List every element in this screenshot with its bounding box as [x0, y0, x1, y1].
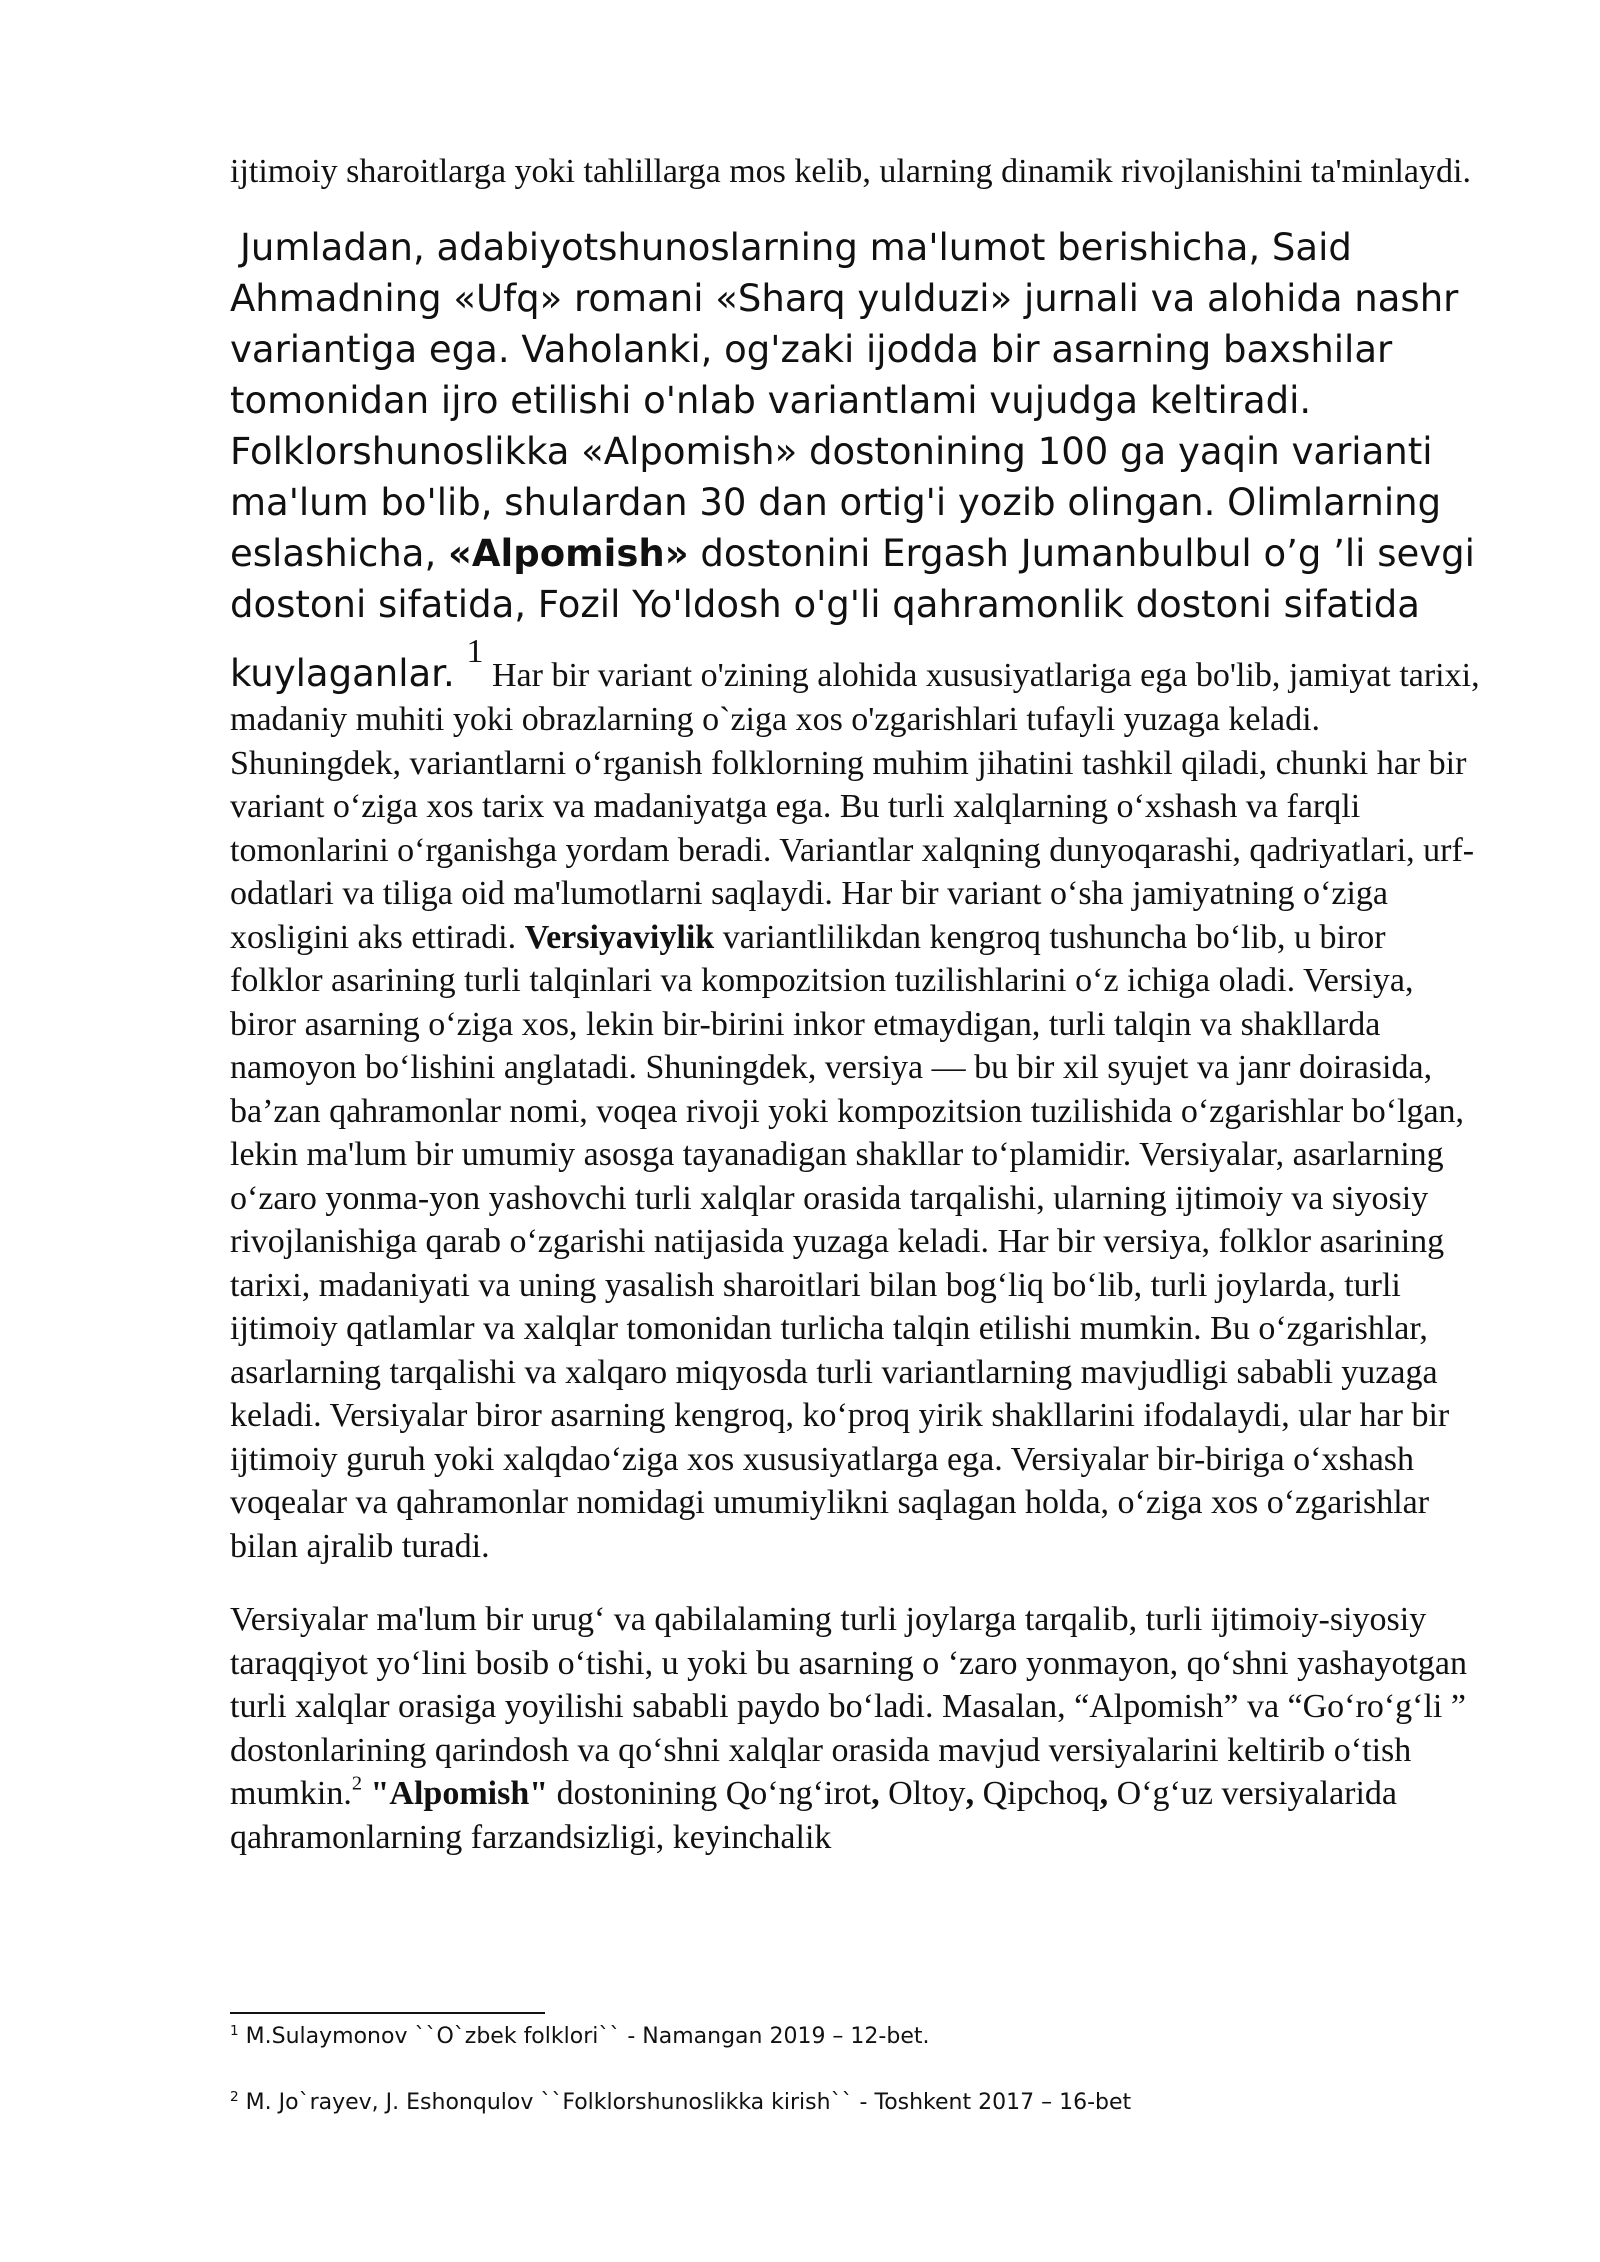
paragraph-3-text-5: O‘g‘uz versiyalarida qahramonlarning farzandsizligi, keyinchalik [230, 1775, 1398, 1856]
comma-bold-3: , [1099, 1775, 1109, 1813]
footnote-ref-1[interactable]: 1 [466, 632, 484, 670]
footnote-1-text: M.Sulaymonov ``O`zbek folklori`` - Namangan 2019 – 12-bet. [238, 2024, 930, 2049]
footnotes [230, 2012, 1485, 2118]
paragraph-3-space [362, 1775, 371, 1812]
footnote-2-text: M. Jo`rayev, J. Eshonqulov ``Folklorshunoslikka kirish`` - Toshkent 2017 – 16-bet [238, 2090, 1132, 2115]
alpomish-quoted-bold: "Alpomish" [370, 1775, 549, 1813]
paragraph-2-serif-text-2: variantlilikdan kengroq tushuncha bo‘lib, u biror folklor asarining turli talqinlari va kompozitsion tuzilishlarini o‘z ichiga oladi. Versiya, biror asarning o‘ziga xos, lekin bir-birini inkor etmaydigan, turli talqin va shakllarda namoyon bo‘lishini anglatadi. Shuningdek, versiya — bu bir xil syujet va janr doirasida, ba’zan qahramonlar nomi, voqea rivoji yoki kompozitsion tuzilishida o‘zgarishlar bo‘lgan, lekin ma'lum bir umumiy asosga tayanadigan shakllar to‘plamidir. Versiyalar, asarlarning o‘zaro yonma-yon yashovchi turli xalqlar orasida tarqalishi, ularning ijtimoiy va siyosiy rivojlanishiga qarab o‘zgarishi natijasida yuzaga keladi. Har bir versiya, folklor asarining tarixi, madaniyati va uning yasalish sharoitlari bilan bog‘liq bo‘lib, turli joylarda, turli ijtimoiy qatlamlar va xalqlar tomonidan turlicha talqin etilishi mumkin. Bu o‘zgarishlar, asarlarning tarqalishi va xalqaro miqyosda turli variantlarning mavjudligi sababli yuzaga keladi. Versiyalar biror asarning kengroq, ko‘proq yirik shakllarini ifodalaydi, ular har bir ijtimoiy guruh yoki xalqdao‘ziga xos xususiyatlarga ega. Versiyalar bir-biriga o‘xshash voqealar va qahramonlar nomidagi umumiylikni saqlagan holda, o‘ziga xos o‘zgarishlar bilan ajralib turadi. [230, 918, 1465, 1565]
footnote-separator [230, 2012, 545, 2014]
footnote-2 [230, 2088, 1485, 2118]
document-body [230, 150, 1485, 1859]
paragraph-2-sans-text: Jumladan, adabiyotshunoslarning ma'lumot berishicha, Said Ahmadning «Ufq» romani «Sharq yulduzi» jurnali va alohida nashr variantiga ega. Vaholanki, og'zaki ijodda bir asarning baxshilar tomonidan ijro etilishi o'nlab variantlami vujudga keltiradi. Folklorshunoslikka «Alpomish» dostonining 100 ga yaqin varianti ma'lum bo'lib, shulardan 30 dan ortig'i yozib olingan. Olimlarning eslashicha, [230, 225, 1459, 575]
comma-bold-1: , [871, 1775, 880, 1813]
paragraph-2-serif-text: Har bir variant o'zining alohida xususiyatlariga ega bo'lib, jamiyat tarixi, madaniy muhiti yoki obrazlarning o`ziga xos o'zgarishlari tufayli yuzaga keladi. Shuningdek, variantlarni o‘rganish folklorning muhim jihatini tashkil qiladi, chunki har bir variant o‘ziga xos tarix va madaniyatga ega. Bu turli xalqlarning o‘xshash va farqli tomonlarini o‘rganishga yordam beradi. Variantlar xalqning dunyoqarashi, qadriyatlari, urf-odatlari va tiliga oid ma'lumotlarni saqlaydi. Har bir variant o‘sha jamiyatning o‘ziga xosligini aks ettiradi. [230, 656, 1480, 956]
paragraph-3-text-3: Oltoy [879, 1775, 966, 1813]
comma-bold-2: , [965, 1775, 975, 1813]
versiyaviylik-bold: Versiyaviylik [524, 918, 715, 956]
paragraph-2 [230, 222, 1485, 1569]
footnote-ref-2[interactable]: 2 [351, 1773, 363, 1796]
paragraph-3-text: Versiyalar ma'lum bir urug‘ va qabilalaming turli joylarga tarqalib, turli ijtimoiy-siyosiy taraqqiyot yo‘lini bosib o‘tishi, u yoki bu asarning o ‘zaro yonmayon, qo‘shni yashayotgan turli xalqlar orasiga yoyilishi sababli paydo bo‘ladi. Masalan, “Alpomish” va “Go‘ro‘g‘li ” dostonlarining qarindosh va qo‘shni xalqlar orasida mavjud versiyalarini keltirib o‘tish mumkin. [230, 1601, 1468, 1813]
alpomish-bold: «Alpomish» [448, 531, 689, 575]
paragraph-3-text-4: Qipchoq [974, 1775, 1100, 1813]
footnote-1 [230, 2022, 1485, 2052]
paragraph-3 [230, 1598, 1485, 1859]
footnote-1-number: 1 [230, 2022, 239, 2039]
footnote-2-number: 2 [230, 2088, 239, 2105]
paragraph-1: ijtimoiy sharoitlarga yoki tahlillarga mos kelib, ularning dinamik rivojlanishini ta'minlaydi. [230, 153, 1471, 190]
paragraph-3-text-2: dostonining Qo‘ng‘irot [548, 1775, 872, 1813]
paragraph-2-sans-text-2: dostonini Ergash Jumanbulbul o’g ’li sevgi dostoni sifatida, Fozil Yo'ldosh o'g'li qahramonlik dostoni sifatida kuylaganlar. [230, 531, 1475, 695]
